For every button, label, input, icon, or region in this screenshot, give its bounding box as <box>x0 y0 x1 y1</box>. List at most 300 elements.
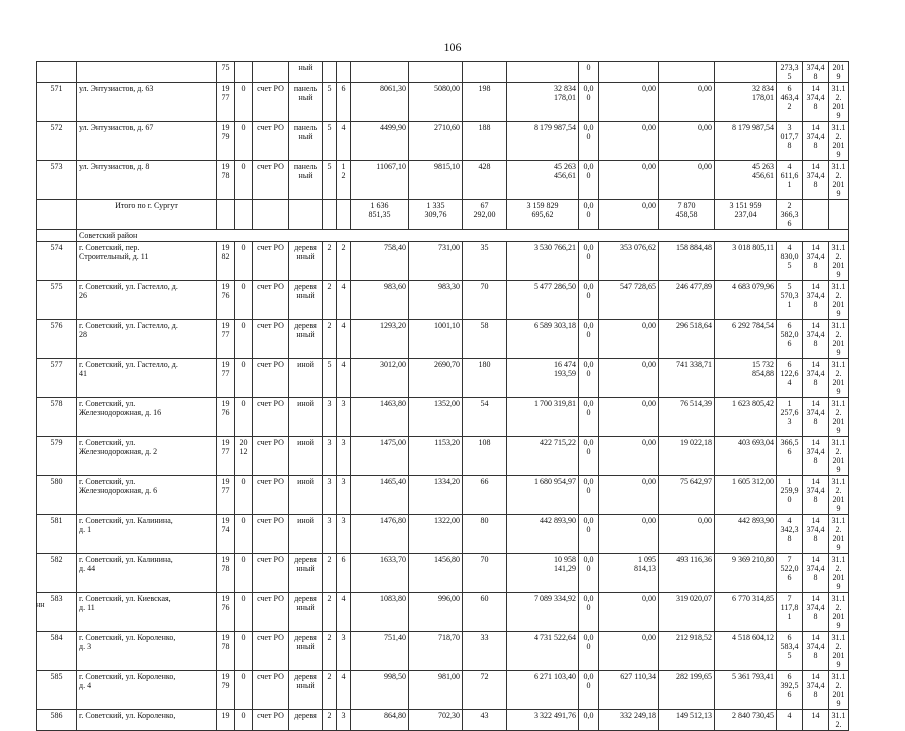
cell-budget-region: 0,00 <box>599 200 659 230</box>
cell-address: г. Советский, пер. Строительный, д. 11 <box>77 242 217 281</box>
cell-num: 578 <box>37 398 77 437</box>
cell-repair-year: 0 <box>235 515 253 554</box>
cell-owners: 1 605 312,00 <box>715 476 777 515</box>
cell-per-m2: 1 257,6 3 <box>777 398 803 437</box>
cell-fund: 0,0 0 <box>579 83 599 122</box>
cell-residents: 108 <box>463 437 507 476</box>
cell-year: 19 77 <box>217 83 235 122</box>
cell-fund: 0,0 0 <box>579 593 599 632</box>
cell-budget-local: 282 199,65 <box>659 671 715 710</box>
cell-floors: 5 <box>323 161 337 200</box>
cell-area-living: 718,70 <box>409 632 463 671</box>
cell-area-total: 1475,00 <box>351 437 409 476</box>
cell-fund: 0,0 0 <box>579 122 599 161</box>
cell-wall: деревя нный <box>289 242 323 281</box>
cell-area-total: 998,50 <box>351 671 409 710</box>
table-row <box>37 398 849 437</box>
cell-max-cost: 14 374,4 8 <box>803 593 829 632</box>
cell-per-m2: 4 611,6 1 <box>777 161 803 200</box>
cell-empty <box>323 200 337 230</box>
table-container <box>36 61 848 731</box>
cell-max-cost: 14 374,4 8 <box>803 554 829 593</box>
table-row <box>37 320 849 359</box>
cell-area-living: 2690,70 <box>409 359 463 398</box>
cell-repair-year: 0 <box>235 710 253 731</box>
cell-budget-local: 0,00 <box>659 161 715 200</box>
cell-cost-total: 5 477 286,50 <box>507 281 579 320</box>
cell-date: 31.12. 2019 <box>829 242 849 281</box>
cell-date: 2019 <box>829 62 849 83</box>
cell-owners: 403 693,04 <box>715 437 777 476</box>
table-row <box>37 515 849 554</box>
cell-budget-region: 0,00 <box>599 632 659 671</box>
cell-method: счет РО <box>253 122 289 161</box>
cell-wall: ный <box>289 62 323 83</box>
cell-max-cost: 14 374,4 8 <box>803 281 829 320</box>
cell-date: 31.12. 2019 <box>829 515 849 554</box>
cell-per-m2: 6 392,5 6 <box>777 671 803 710</box>
cell-address: г. Советский, ул. Калинина, д. 44 <box>77 554 217 593</box>
cell-max-cost: 14 374,4 8 <box>803 437 829 476</box>
cell-budget-local: 0,00 <box>659 83 715 122</box>
total-label: Итого по г. Сургут <box>77 200 217 230</box>
section-row-sovetsky <box>37 230 849 242</box>
cell-date: 31.12. 2019 <box>829 554 849 593</box>
cell-floors: 5 <box>323 122 337 161</box>
cell-empty <box>829 200 849 230</box>
cell-owners: 4 518 604,12 <box>715 632 777 671</box>
cell-cost-total: 7 089 334,92 <box>507 593 579 632</box>
cell-area-total: 4499,90 <box>351 122 409 161</box>
cell-empty <box>803 200 829 230</box>
cell-repair-year: 0 <box>235 83 253 122</box>
cell-owners: 45 263 456,61 <box>715 161 777 200</box>
cell-area-living: 1322,00 <box>409 515 463 554</box>
cell-max-cost: 14 374,4 8 <box>803 122 829 161</box>
cell-address: ул. Энтузиастов, д. 67 <box>77 122 217 161</box>
cell-year: 19 78 <box>217 632 235 671</box>
cell-fund: 0,0 0 <box>579 515 599 554</box>
cell-num: 583 <box>37 593 77 632</box>
cell-budget-region: 0,00 <box>599 161 659 200</box>
cell-floors: 3 <box>323 437 337 476</box>
cell-wall: иной <box>289 359 323 398</box>
cell-cost-total: 4 731 522,64 <box>507 632 579 671</box>
cell-repair-year: 0 <box>235 476 253 515</box>
cell-budget-local: 149 512,13 <box>659 710 715 731</box>
cell-address: ул. Энтузиастов, д. 63 <box>77 83 217 122</box>
table-row <box>37 83 849 122</box>
cell-budget-region <box>599 62 659 83</box>
cell-owners: 6 770 314,85 <box>715 593 777 632</box>
cell-address: г. Советский, ул. Железнодорожная, д. 16 <box>77 398 217 437</box>
cell-residents: 70 <box>463 281 507 320</box>
cell-floors: 2 <box>323 593 337 632</box>
table-body <box>37 62 849 731</box>
cell-area-living: 731,00 <box>409 242 463 281</box>
cell-area-total: 1293,20 <box>351 320 409 359</box>
cell-owners: 9 369 210,80 <box>715 554 777 593</box>
cell-residents: 60 <box>463 593 507 632</box>
cell-num: 580 <box>37 476 77 515</box>
cell-num <box>37 200 77 230</box>
cell-per-m2: 2 366,3 6 <box>777 200 803 230</box>
cell-area-living: 996,00 <box>409 593 463 632</box>
cell-wall: панель ный <box>289 161 323 200</box>
cell-area-living: 983,30 <box>409 281 463 320</box>
cell-max-cost: 14 374,4 8 <box>803 476 829 515</box>
cell-address: г. Советский, ул. Короленко, <box>77 710 217 731</box>
cell-budget-region: 0,00 <box>599 515 659 554</box>
cell-residents: 80 <box>463 515 507 554</box>
cell-num: 579 <box>37 437 77 476</box>
cell-fund: 0,0 0 <box>579 242 599 281</box>
cell-empty <box>289 200 323 230</box>
cell-area-living: 2710,60 <box>409 122 463 161</box>
table-row-partial <box>37 62 849 83</box>
cell-area-total: 983,60 <box>351 281 409 320</box>
cell-method: счет РО <box>253 437 289 476</box>
cell-owners: 442 893,90 <box>715 515 777 554</box>
cell-wall: иной <box>289 398 323 437</box>
cell-owners: 15 732 854,88 <box>715 359 777 398</box>
cell-area-living <box>409 62 463 83</box>
cell-fund: 0,0 0 <box>579 398 599 437</box>
cell-budget-region: 0,00 <box>599 359 659 398</box>
table-row <box>37 710 849 731</box>
cell-budget-region: 547 728,65 <box>599 281 659 320</box>
cell-wall: иной <box>289 515 323 554</box>
cell-num: 574 <box>37 242 77 281</box>
cell-cost-total: 3 530 766,21 <box>507 242 579 281</box>
table-row <box>37 593 849 632</box>
cell-max-cost: 14 374,4 8 <box>803 632 829 671</box>
cell-area-total <box>351 62 409 83</box>
cell-floors: 2 <box>323 710 337 731</box>
cell-residents: 58 <box>463 320 507 359</box>
cell-owners: 5 361 793,41 <box>715 671 777 710</box>
cell-year: 19 77 <box>217 437 235 476</box>
cell-year: 19 <box>217 710 235 731</box>
page-number: 106 <box>443 40 462 54</box>
cell-budget-region: 0,00 <box>599 593 659 632</box>
cell-year: 19 76 <box>217 593 235 632</box>
cell-wall: деревя <box>289 710 323 731</box>
cell-date: 31.12. 2019 <box>829 632 849 671</box>
cell-num: 582 <box>37 554 77 593</box>
cell-date: 31.12. 2019 <box>829 593 849 632</box>
cell-budget-local: 0,00 <box>659 515 715 554</box>
cell-fund: 0,0 0 <box>579 320 599 359</box>
cell-num: 584 <box>37 632 77 671</box>
table-row <box>37 437 849 476</box>
cell-fund: 0,0 <box>579 710 599 731</box>
cell-budget-region: 0,00 <box>599 122 659 161</box>
cell-area-total: 1633,70 <box>351 554 409 593</box>
cell-year: 75 <box>217 62 235 83</box>
total-row-surgut <box>37 200 849 230</box>
cell-repair-year: 0 <box>235 320 253 359</box>
cell-num: 573 <box>37 161 77 200</box>
cell-residents: 54 <box>463 398 507 437</box>
cell-entrances: 4 <box>337 593 351 632</box>
cell-date: 31.12. 2019 <box>829 398 849 437</box>
cell-wall: деревя нный <box>289 554 323 593</box>
cell-num: 585 <box>37 671 77 710</box>
cell-address: г. Советский, ул. Гастелло, д. 41 <box>77 359 217 398</box>
cell-per-m2: 7 117,8 1 <box>777 593 803 632</box>
cell-wall: деревя нный <box>289 320 323 359</box>
cell-entrances: 4 <box>337 359 351 398</box>
cell-fund: 0,0 0 <box>579 200 599 230</box>
cell-cost-total <box>507 62 579 83</box>
cell-residents: 180 <box>463 359 507 398</box>
cell-cost-total: 442 893,90 <box>507 515 579 554</box>
cell-cost-total: 32 834 178,01 <box>507 83 579 122</box>
cell-residents: 66 <box>463 476 507 515</box>
cell-entrances: 3 <box>337 515 351 554</box>
cell-year: 19 78 <box>217 554 235 593</box>
cell-date: 31.12. 2019 <box>829 122 849 161</box>
table-row <box>37 554 849 593</box>
cell-entrances: 3 <box>337 710 351 731</box>
table-row <box>37 281 849 320</box>
cell-method: счет РО <box>253 242 289 281</box>
cell-budget-local: 75 642,97 <box>659 476 715 515</box>
cell-wall: деревя нный <box>289 632 323 671</box>
cell-date: 31.12. 2019 <box>829 281 849 320</box>
cell-address <box>77 62 217 83</box>
cell-repair-year: 0 <box>235 671 253 710</box>
cell-date: 31.12. 2019 <box>829 476 849 515</box>
cell-num <box>37 230 77 242</box>
cell-budget-local: 76 514,39 <box>659 398 715 437</box>
cell-residents: 43 <box>463 710 507 731</box>
cell-address: г. Советский, ул. Короленко, д. 4 <box>77 671 217 710</box>
cell-area-total: 751,40 <box>351 632 409 671</box>
cell-entrances: 3 <box>337 398 351 437</box>
cell-date: 31.12. 2019 <box>829 320 849 359</box>
cell-budget-local: 0,00 <box>659 122 715 161</box>
cell-entrances: 4 <box>337 320 351 359</box>
cell-area-living: 1352,00 <box>409 398 463 437</box>
cell-num: 572 <box>37 122 77 161</box>
cell-area-living: 1153,20 <box>409 437 463 476</box>
cell-cost-total: 8 179 987,54 <box>507 122 579 161</box>
cell-method: счет РО <box>253 476 289 515</box>
cell-date: 31.12. 2019 <box>829 437 849 476</box>
cell-year: 19 77 <box>217 359 235 398</box>
cell-repair-year: 0 <box>235 122 253 161</box>
cell-floors: 2 <box>323 554 337 593</box>
cell-empty <box>217 200 235 230</box>
cell-budget-region: 0,00 <box>599 437 659 476</box>
cell-wall: деревя нный <box>289 593 323 632</box>
cell-method: счет РО <box>253 359 289 398</box>
table-row <box>37 632 849 671</box>
cell-budget-local: 246 477,89 <box>659 281 715 320</box>
table-row <box>37 122 849 161</box>
cell-entrances: 3 <box>337 437 351 476</box>
table-row <box>37 161 849 200</box>
cell-floors: 2 <box>323 242 337 281</box>
cell-floors <box>323 62 337 83</box>
cell-area-living: 1334,20 <box>409 476 463 515</box>
cell-budget-region: 0,00 <box>599 398 659 437</box>
cell-budget-local: 19 022,18 <box>659 437 715 476</box>
cell-address: г. Советский, ул. Киевская, д. 11 <box>77 593 217 632</box>
cell-floors: 5 <box>323 83 337 122</box>
cell-entrances <box>337 62 351 83</box>
cell-entrances: 4 <box>337 281 351 320</box>
table-row <box>37 671 849 710</box>
cell-budget-local: 212 918,52 <box>659 632 715 671</box>
cell-budget-local: 158 884,48 <box>659 242 715 281</box>
cell-num <box>37 62 77 83</box>
cell-budget-local: 493 116,36 <box>659 554 715 593</box>
cell-cost-total: 1 680 954,97 <box>507 476 579 515</box>
cell-repair-year: 0 <box>235 554 253 593</box>
cell-address: г. Советский, ул. Гастелло, д. 28 <box>77 320 217 359</box>
cell-address: ул. Энтузиастов, д. 8 <box>77 161 217 200</box>
cell-date: 31.12. 2019 <box>829 671 849 710</box>
cell-max-cost: 14 374,4 8 <box>803 515 829 554</box>
footer-mark: нн <box>36 600 45 609</box>
cell-floors: 3 <box>323 515 337 554</box>
cell-budget-local <box>659 62 715 83</box>
cell-per-m2: 4 830,0 5 <box>777 242 803 281</box>
cell-entrances: 4 <box>337 671 351 710</box>
cell-method <box>253 62 289 83</box>
cell-year: 19 77 <box>217 320 235 359</box>
cell-owners: 3 151 959 237,04 <box>715 200 777 230</box>
cell-budget-region: 332 249,18 <box>599 710 659 731</box>
cell-fund: 0,0 0 <box>579 437 599 476</box>
cell-area-total: 1463,80 <box>351 398 409 437</box>
cell-year: 19 79 <box>217 671 235 710</box>
cell-fund: 0,0 0 <box>579 671 599 710</box>
cell-date: 31.12. <box>829 710 849 731</box>
cell-per-m2: 1 259,9 0 <box>777 476 803 515</box>
cell-floors: 2 <box>323 632 337 671</box>
cell-entrances: 2 <box>337 242 351 281</box>
cell-method: счет РО <box>253 593 289 632</box>
cell-fund: 0,0 0 <box>579 632 599 671</box>
cell-area-living: 5080,00 <box>409 83 463 122</box>
cell-fund: 0 <box>579 62 599 83</box>
cell-owners <box>715 62 777 83</box>
cell-num: 581 <box>37 515 77 554</box>
cell-date: 31.12. 2019 <box>829 359 849 398</box>
cell-cost-total: 1 700 319,81 <box>507 398 579 437</box>
cell-area-living: 1001,10 <box>409 320 463 359</box>
cell-cost-total: 422 715,22 <box>507 437 579 476</box>
cell-budget-region: 1 095 814,13 <box>599 554 659 593</box>
section-label: Советский район <box>77 230 849 242</box>
cell-method: счет РО <box>253 161 289 200</box>
cell-max-cost: 14 <box>803 710 829 731</box>
cell-per-m2: 273,3 5 <box>777 62 803 83</box>
cell-entrances: 6 <box>337 83 351 122</box>
cell-year: 19 78 <box>217 161 235 200</box>
table-row <box>37 476 849 515</box>
cell-empty <box>337 200 351 230</box>
cell-per-m2: 6 122,6 4 <box>777 359 803 398</box>
cell-address: г. Советский, ул. Железнодорожная, д. 6 <box>77 476 217 515</box>
cell-date: 31.12. 2019 <box>829 83 849 122</box>
cell-year: 19 74 <box>217 515 235 554</box>
cell-max-cost: 14 374,4 8 <box>803 359 829 398</box>
cell-per-m2: 6 582,0 6 <box>777 320 803 359</box>
cell-max-cost: 14 374,4 8 <box>803 161 829 200</box>
cell-budget-region: 0,00 <box>599 83 659 122</box>
cell-cost-total: 6 589 303,18 <box>507 320 579 359</box>
cell-method: счет РО <box>253 515 289 554</box>
cell-year: 19 79 <box>217 122 235 161</box>
cell-repair-year: 0 <box>235 593 253 632</box>
cell-max-cost: 14 374,4 8 <box>803 242 829 281</box>
cell-cost-total: 3 159 829 695,62 <box>507 200 579 230</box>
cell-floors: 3 <box>323 476 337 515</box>
cell-area-total: 1465,40 <box>351 476 409 515</box>
cell-cost-total: 10 958 141,29 <box>507 554 579 593</box>
cell-residents: 70 <box>463 554 507 593</box>
cell-area-living: 981,00 <box>409 671 463 710</box>
cell-method: счет РО <box>253 671 289 710</box>
cell-address: г. Советский, ул. Железнодорожная, д. 2 <box>77 437 217 476</box>
cell-cost-total: 16 474 193,59 <box>507 359 579 398</box>
cell-address: г. Советский, ул. Короленко, д. 3 <box>77 632 217 671</box>
cell-area-living: 702,30 <box>409 710 463 731</box>
table-row <box>37 242 849 281</box>
cell-residents <box>463 62 507 83</box>
cell-repair-year: 20 12 <box>235 437 253 476</box>
cell-repair-year: 0 <box>235 281 253 320</box>
cell-area-living: 9815,10 <box>409 161 463 200</box>
cell-method: счет РО <box>253 281 289 320</box>
cell-year: 19 76 <box>217 398 235 437</box>
cell-repair-year: 0 <box>235 242 253 281</box>
cell-wall: панель ный <box>289 83 323 122</box>
cell-per-m2: 6 583,4 5 <box>777 632 803 671</box>
cell-year: 19 77 <box>217 476 235 515</box>
cell-year: 19 76 <box>217 281 235 320</box>
cell-area-total: 758,40 <box>351 242 409 281</box>
cell-area-living: 1 335 309,76 <box>409 200 463 230</box>
cell-num: 586 <box>37 710 77 731</box>
cell-area-total: 864,80 <box>351 710 409 731</box>
cell-wall: иной <box>289 437 323 476</box>
cell-owners: 3 018 805,11 <box>715 242 777 281</box>
cell-residents: 72 <box>463 671 507 710</box>
cell-per-m2: 366,5 6 <box>777 437 803 476</box>
cell-entrances: 4 <box>337 122 351 161</box>
cell-entrances: 1 2 <box>337 161 351 200</box>
cell-residents: 198 <box>463 83 507 122</box>
cell-per-m2: 7 522,0 6 <box>777 554 803 593</box>
cell-budget-region: 0,00 <box>599 476 659 515</box>
cell-year: 19 82 <box>217 242 235 281</box>
cell-repair-year <box>235 62 253 83</box>
cell-fund: 0,0 0 <box>579 476 599 515</box>
cell-address: г. Советский, ул. Гастелло, д. 26 <box>77 281 217 320</box>
cell-repair-year: 0 <box>235 359 253 398</box>
cell-num: 577 <box>37 359 77 398</box>
cell-per-m2: 4 <box>777 710 803 731</box>
cell-owners: 32 834 178,01 <box>715 83 777 122</box>
cell-floors: 2 <box>323 281 337 320</box>
cell-budget-local: 319 020,07 <box>659 593 715 632</box>
